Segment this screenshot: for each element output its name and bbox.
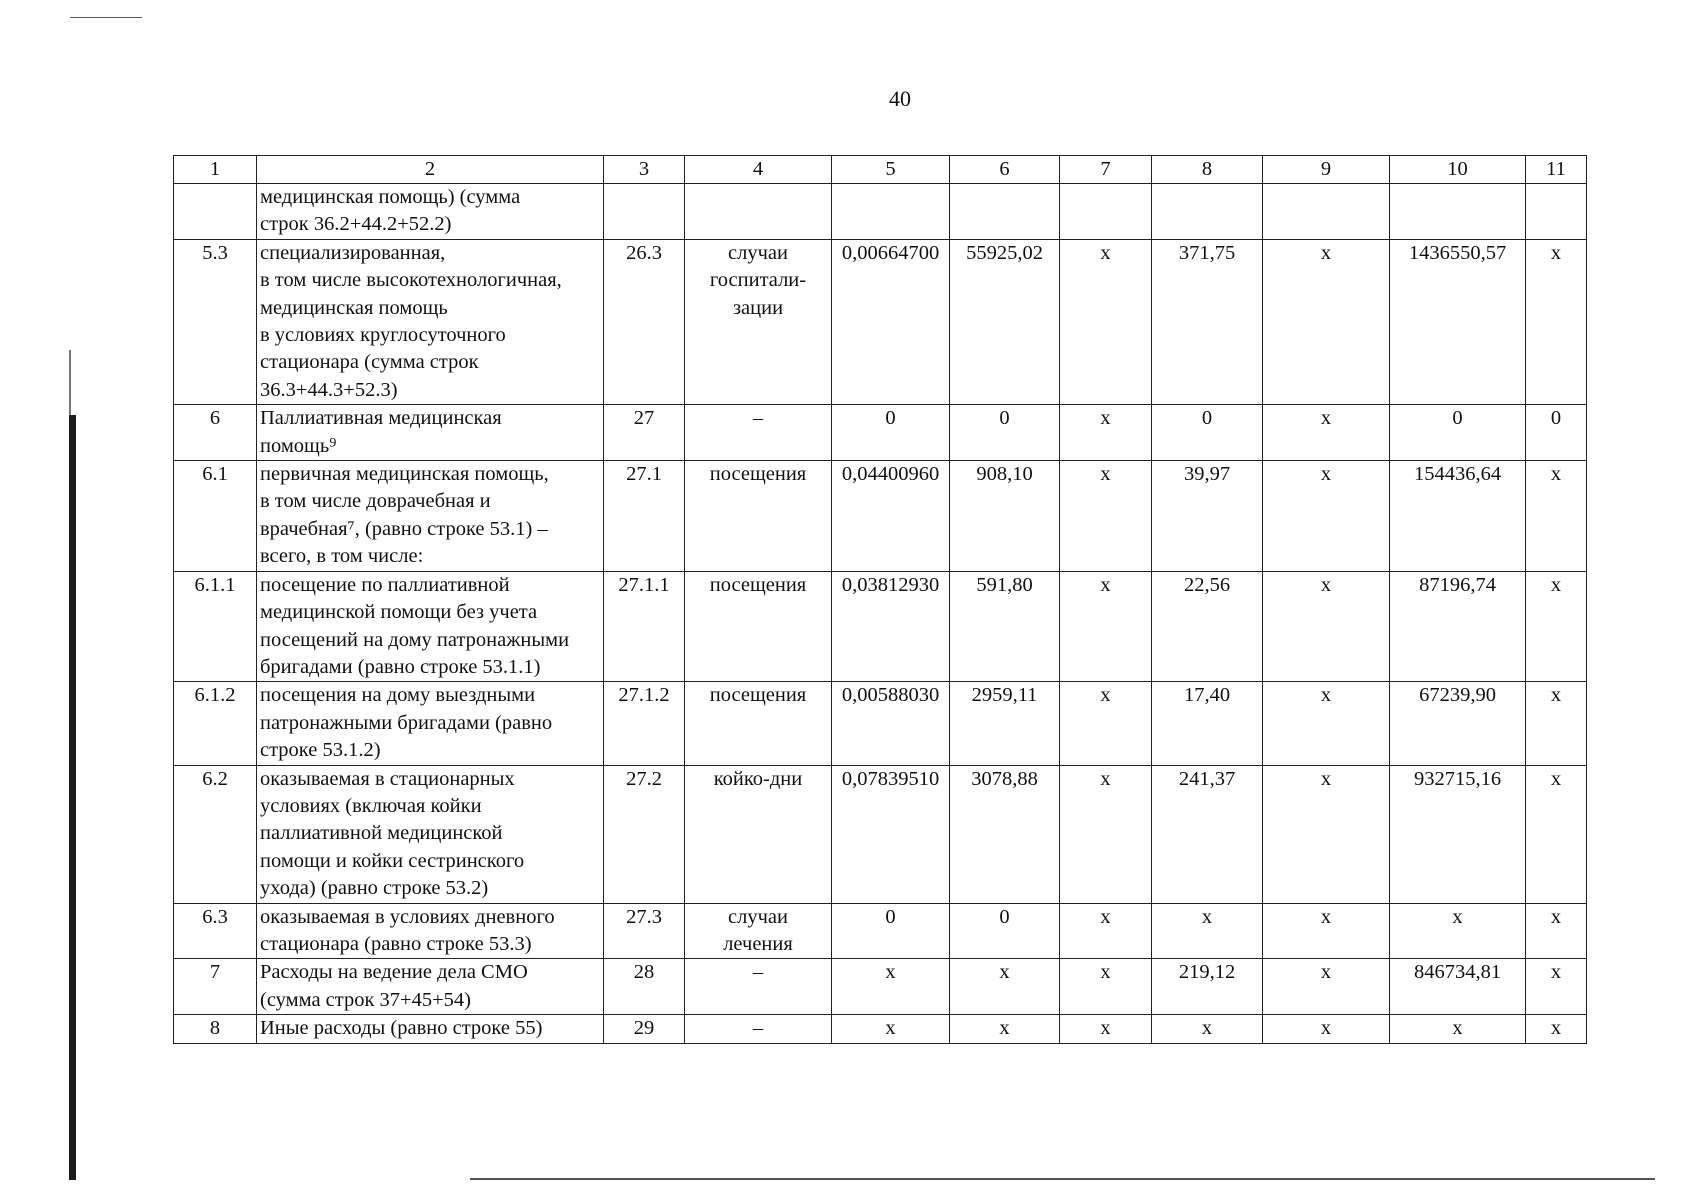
table-row xyxy=(174,184,1587,240)
cell-col9: x xyxy=(1263,682,1390,765)
cell-row-number xyxy=(174,184,257,240)
cell-total-cost: x xyxy=(1390,1015,1526,1043)
table-row xyxy=(174,571,1587,682)
data-table xyxy=(173,155,1587,1044)
cell-col11 xyxy=(1526,184,1587,240)
cell-col11: x xyxy=(1526,765,1587,903)
header-cell: 10 xyxy=(1390,156,1526,184)
cell-total-cost: 1436550,57 xyxy=(1390,239,1526,404)
cell-col7: x xyxy=(1060,1015,1152,1043)
cell-col11: x xyxy=(1526,1015,1587,1043)
cell-col11: x xyxy=(1526,682,1587,765)
cell-col9: x xyxy=(1263,239,1390,404)
cell-per-capita: x xyxy=(1152,1015,1263,1043)
table-row xyxy=(174,682,1587,765)
cell-volume-norm: 0 xyxy=(832,903,950,959)
cell-volume-norm: 0,07839510 xyxy=(832,765,950,903)
cell-per-capita: x xyxy=(1152,903,1263,959)
cell-description: медицинская помощь) (сумма строк 36.2+44.2+52.2) xyxy=(257,184,604,240)
cell-volume-norm xyxy=(832,184,950,240)
cell-total-cost: 846734,81 xyxy=(1390,959,1526,1015)
cell-per-capita: 219,12 xyxy=(1152,959,1263,1015)
cell-col11: 0 xyxy=(1526,405,1587,461)
table-row xyxy=(174,405,1587,461)
scan-edge-left-thin xyxy=(69,350,71,420)
cell-total-cost: 154436,64 xyxy=(1390,461,1526,572)
cell-total-cost: 0 xyxy=(1390,405,1526,461)
cell-line-code xyxy=(604,184,685,240)
cell-col11: x xyxy=(1526,571,1587,682)
header-cell: 4 xyxy=(685,156,832,184)
cell-col7: x xyxy=(1060,239,1152,404)
table-row xyxy=(174,461,1587,572)
table-row xyxy=(174,959,1587,1015)
cell-cost-norm: 3078,88 xyxy=(950,765,1060,903)
header-row xyxy=(174,156,1587,184)
cell-col7: x xyxy=(1060,765,1152,903)
header-cell: 9 xyxy=(1263,156,1390,184)
cell-row-number: 6.1.1 xyxy=(174,571,257,682)
cell-col11: x xyxy=(1526,959,1587,1015)
cell-line-code: 26.3 xyxy=(604,239,685,404)
cell-unit: – xyxy=(685,1015,832,1043)
cell-cost-norm: 2959,11 xyxy=(950,682,1060,765)
cell-unit: случаи лечения xyxy=(685,903,832,959)
cell-unit: – xyxy=(685,405,832,461)
table-body xyxy=(174,184,1587,1044)
scan-edge-bottom xyxy=(470,1178,1655,1180)
header-cell: 8 xyxy=(1152,156,1263,184)
cell-unit: койко-дни xyxy=(685,765,832,903)
cell-cost-norm: 908,10 xyxy=(950,461,1060,572)
cell-line-code: 27.1.2 xyxy=(604,682,685,765)
cell-total-cost: 87196,74 xyxy=(1390,571,1526,682)
cell-cost-norm: 55925,02 xyxy=(950,239,1060,404)
header-cell: 5 xyxy=(832,156,950,184)
cell-cost-norm: x xyxy=(950,959,1060,1015)
cell-line-code: 29 xyxy=(604,1015,685,1043)
cell-description: первичная медицинская помощь, в том числе доврачебная и врачебная⁷, (равно строке 53.1) – всего, в том числе: xyxy=(257,461,604,572)
cell-line-code: 27.1.1 xyxy=(604,571,685,682)
cell-col7: x xyxy=(1060,959,1152,1015)
cell-description: Иные расходы (равно строке 55) xyxy=(257,1015,604,1043)
cell-total-cost: 932715,16 xyxy=(1390,765,1526,903)
header-cell: 6 xyxy=(950,156,1060,184)
cell-volume-norm: x xyxy=(832,1015,950,1043)
cell-row-number: 8 xyxy=(174,1015,257,1043)
cell-total-cost: x xyxy=(1390,903,1526,959)
cell-per-capita: 39,97 xyxy=(1152,461,1263,572)
cell-col7: x xyxy=(1060,682,1152,765)
cell-per-capita: 17,40 xyxy=(1152,682,1263,765)
cell-col9: x xyxy=(1263,1015,1390,1043)
cell-description: Расходы на ведение дела СМО (сумма строк 37+45+54) xyxy=(257,959,604,1015)
cell-volume-norm: 0 xyxy=(832,405,950,461)
cell-cost-norm: 0 xyxy=(950,405,1060,461)
cell-volume-norm: 0,04400960 xyxy=(832,461,950,572)
cell-line-code: 27.2 xyxy=(604,765,685,903)
cell-col7: x xyxy=(1060,903,1152,959)
cell-col9: x xyxy=(1263,461,1390,572)
cell-col9: x xyxy=(1263,959,1390,1015)
cell-volume-norm: 0,03812930 xyxy=(832,571,950,682)
cell-per-capita: 371,75 xyxy=(1152,239,1263,404)
cell-col11: x xyxy=(1526,239,1587,404)
cell-col7 xyxy=(1060,184,1152,240)
cell-cost-norm xyxy=(950,184,1060,240)
cell-line-code: 27.3 xyxy=(604,903,685,959)
cell-description: специализированная, в том числе высокотехнологичная, медицинская помощь в условиях круглосуточного стационара (сумма строк 36.3+44.3+52.3) xyxy=(257,239,604,404)
cell-description: посещения на дому выездными патронажными бригадами (равно строке 53.1.2) xyxy=(257,682,604,765)
cell-total-cost xyxy=(1390,184,1526,240)
cell-description: посещение по паллиативной медицинской помощи без учета посещений на дому патронажными бригадами (равно строке 53.1.1) xyxy=(257,571,604,682)
cell-col9: x xyxy=(1263,571,1390,682)
cell-col9: x xyxy=(1263,405,1390,461)
cell-line-code: 27 xyxy=(604,405,685,461)
page-number: 40 xyxy=(889,86,911,111)
cell-row-number: 6.1.2 xyxy=(174,682,257,765)
cell-col11: x xyxy=(1526,903,1587,959)
cell-per-capita xyxy=(1152,184,1263,240)
cell-unit: посещения xyxy=(685,571,832,682)
cell-unit: случаи госпитали- зации xyxy=(685,239,832,404)
cell-row-number: 6 xyxy=(174,405,257,461)
cell-row-number: 6.3 xyxy=(174,903,257,959)
cell-per-capita: 0 xyxy=(1152,405,1263,461)
cell-cost-norm: 0 xyxy=(950,903,1060,959)
cell-per-capita: 241,37 xyxy=(1152,765,1263,903)
cell-description: Паллиативная медицинская помощь⁹ xyxy=(257,405,604,461)
cell-volume-norm: 0,00588030 xyxy=(832,682,950,765)
cell-total-cost: 67239,90 xyxy=(1390,682,1526,765)
cell-col7: x xyxy=(1060,571,1152,682)
cell-col9: x xyxy=(1263,765,1390,903)
cell-unit: посещения xyxy=(685,682,832,765)
cell-row-number: 6.1 xyxy=(174,461,257,572)
header-cell: 2 xyxy=(257,156,604,184)
cell-row-number: 5.3 xyxy=(174,239,257,404)
cell-col11: x xyxy=(1526,461,1587,572)
cell-description: оказываемая в стационарных условиях (включая койки паллиативной медицинской помощи и койки сестринского ухода) (равно строке 53.2) xyxy=(257,765,604,903)
table-row xyxy=(174,903,1587,959)
cell-unit: посещения xyxy=(685,461,832,572)
cell-cost-norm: x xyxy=(950,1015,1060,1043)
cell-volume-norm: 0,00664700 xyxy=(832,239,950,404)
cell-col7: x xyxy=(1060,461,1152,572)
cell-line-code: 28 xyxy=(604,959,685,1015)
scan-mark-top xyxy=(70,17,142,18)
cell-unit: – xyxy=(685,959,832,1015)
cell-unit xyxy=(685,184,832,240)
cell-per-capita: 22,56 xyxy=(1152,571,1263,682)
table-row xyxy=(174,1015,1587,1043)
header-cell: 11 xyxy=(1526,156,1587,184)
table-row xyxy=(174,765,1587,903)
cell-col9 xyxy=(1263,184,1390,240)
cell-row-number: 7 xyxy=(174,959,257,1015)
header-cell: 3 xyxy=(604,156,685,184)
cell-row-number: 6.2 xyxy=(174,765,257,903)
cell-volume-norm: x xyxy=(832,959,950,1015)
cell-cost-norm: 591,80 xyxy=(950,571,1060,682)
header-cell: 1 xyxy=(174,156,257,184)
header-cell: 7 xyxy=(1060,156,1152,184)
table-row xyxy=(174,239,1587,404)
cell-description: оказываемая в условиях дневного стационара (равно строке 53.3) xyxy=(257,903,604,959)
cell-line-code: 27.1 xyxy=(604,461,685,572)
cell-col9: x xyxy=(1263,903,1390,959)
scan-edge-left xyxy=(69,415,76,1180)
cell-col7: x xyxy=(1060,405,1152,461)
